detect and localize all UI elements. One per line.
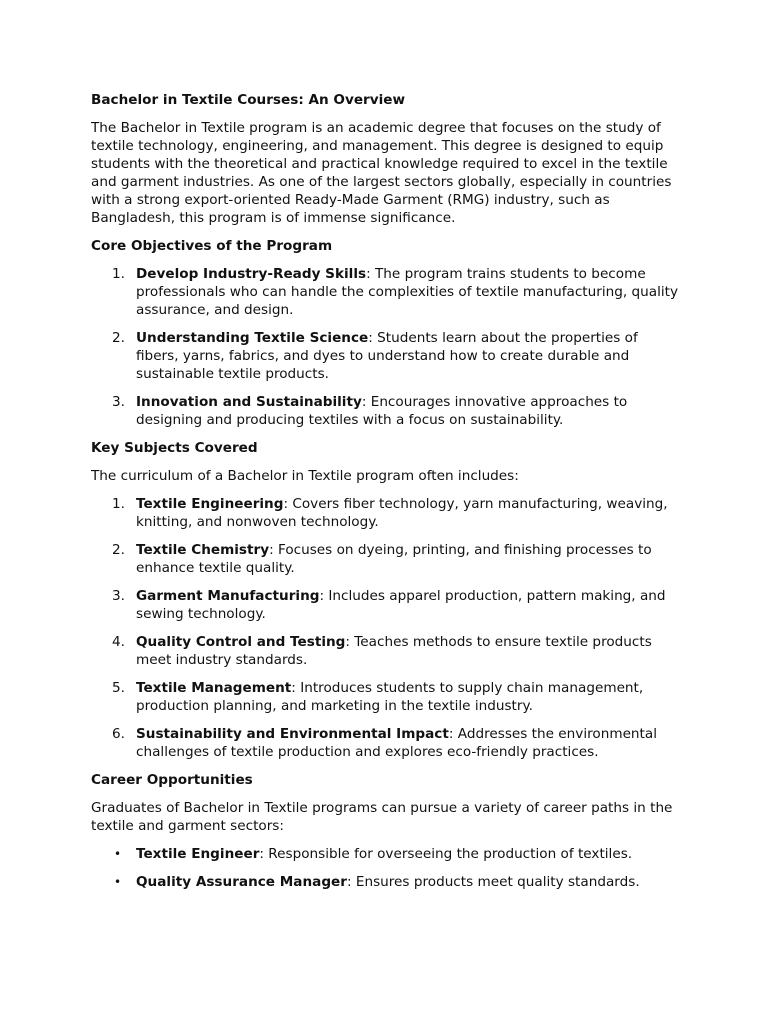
list-number: 3. — [112, 588, 125, 604]
subjects-intro: The curriculum of a Bachelor in Textile program often includes: — [91, 468, 519, 484]
item-term: Quality Control and Testing — [136, 634, 346, 650]
item-description: : Includes apparel production, pattern making, and sewing technology. — [136, 588, 666, 622]
item-term: Textile Management — [136, 680, 292, 696]
item-description: : Ensures products meet quality standards. — [346, 874, 640, 890]
item-description: : Addresses the environmental challenges of textile production and explores eco-friendly practices. — [136, 726, 657, 760]
list-number: 5. — [112, 680, 125, 696]
bullet-icon: • — [114, 847, 122, 861]
list-item — [91, 725, 683, 761]
list-item — [91, 873, 683, 891]
list-number: 2. — [112, 330, 125, 346]
objectives-list — [91, 265, 683, 429]
list-item — [91, 329, 683, 383]
careers-heading: Career Opportunities — [91, 772, 253, 788]
item-description: : Students learn about the properties of fibers, yarns, fabrics, and dyes to understand how to create durable and sustainable textile products. — [136, 330, 638, 382]
list-item — [91, 587, 683, 623]
item-description: : Focuses on dyeing, printing, and finishing processes to enhance textile quality. — [136, 542, 652, 576]
list-item — [91, 679, 683, 715]
objectives-heading: Core Objectives of the Program — [91, 238, 333, 254]
careers-list — [91, 845, 683, 891]
bullet-icon: • — [114, 875, 122, 889]
item-description: : The program trains students to become professionals who can handle the complexities of textile manufacturing, quality assurance, and design. — [136, 266, 679, 318]
intro-paragraph: The Bachelor in Textile program is an academic degree that focuses on the study of textile technology, engineering, and management. This degree is designed to equip students with the theoretical and practical knowledge required to excel in the textile and garment industries. As one of the largest sectors globally, especially in countries with a strong export-oriented Ready-Made Garment (RMG) industry, such as Bangladesh, this program is of immense significance. — [91, 120, 672, 226]
item-term: Textile Engineer — [136, 846, 260, 862]
item-description: : Covers fiber technology, yarn manufacturing, weaving, knitting, and nonwoven technology. — [136, 496, 668, 530]
list-number: 1. — [112, 266, 125, 282]
page-title: Bachelor in Textile Courses: An Overview — [91, 92, 406, 108]
item-term: Garment Manufacturing — [136, 588, 320, 604]
list-item — [91, 845, 683, 863]
subjects-list — [91, 495, 683, 761]
item-description: : Teaches methods to ensure textile products meet industry standards. — [136, 634, 652, 668]
subjects-heading: Key Subjects Covered — [91, 440, 258, 456]
list-item — [91, 541, 683, 577]
list-number: 2. — [112, 542, 125, 558]
list-item — [91, 265, 683, 319]
item-term: Quality Assurance Manager — [136, 874, 347, 890]
item-term: Innovation and Sustainability — [136, 394, 362, 410]
list-item — [91, 495, 683, 531]
item-term: Textile Engineering — [136, 496, 284, 512]
item-term: Develop Industry-Ready Skills — [136, 266, 367, 282]
item-description: : Encourages innovative approaches to designing and producing textiles with a focus on sustainability. — [136, 394, 628, 428]
list-item — [91, 393, 683, 429]
list-number: 1. — [112, 496, 125, 512]
item-description: : Responsible for overseeing the production of textiles. — [259, 846, 633, 862]
item-term: Sustainability and Environmental Impact — [136, 726, 449, 742]
list-item — [91, 633, 683, 669]
list-number: 3. — [112, 394, 125, 410]
document-page — [91, 91, 683, 891]
item-term: Textile Chemistry — [136, 542, 270, 558]
careers-intro: Graduates of Bachelor in Textile programs can pursue a variety of career paths in the textile and garment sectors: — [91, 800, 673, 834]
item-description: : Introduces students to supply chain management, production planning, and marketing in the textile industry. — [136, 680, 644, 714]
item-term: Understanding Textile Science — [136, 330, 369, 346]
list-number: 4. — [112, 634, 125, 650]
list-number: 6. — [112, 726, 125, 742]
